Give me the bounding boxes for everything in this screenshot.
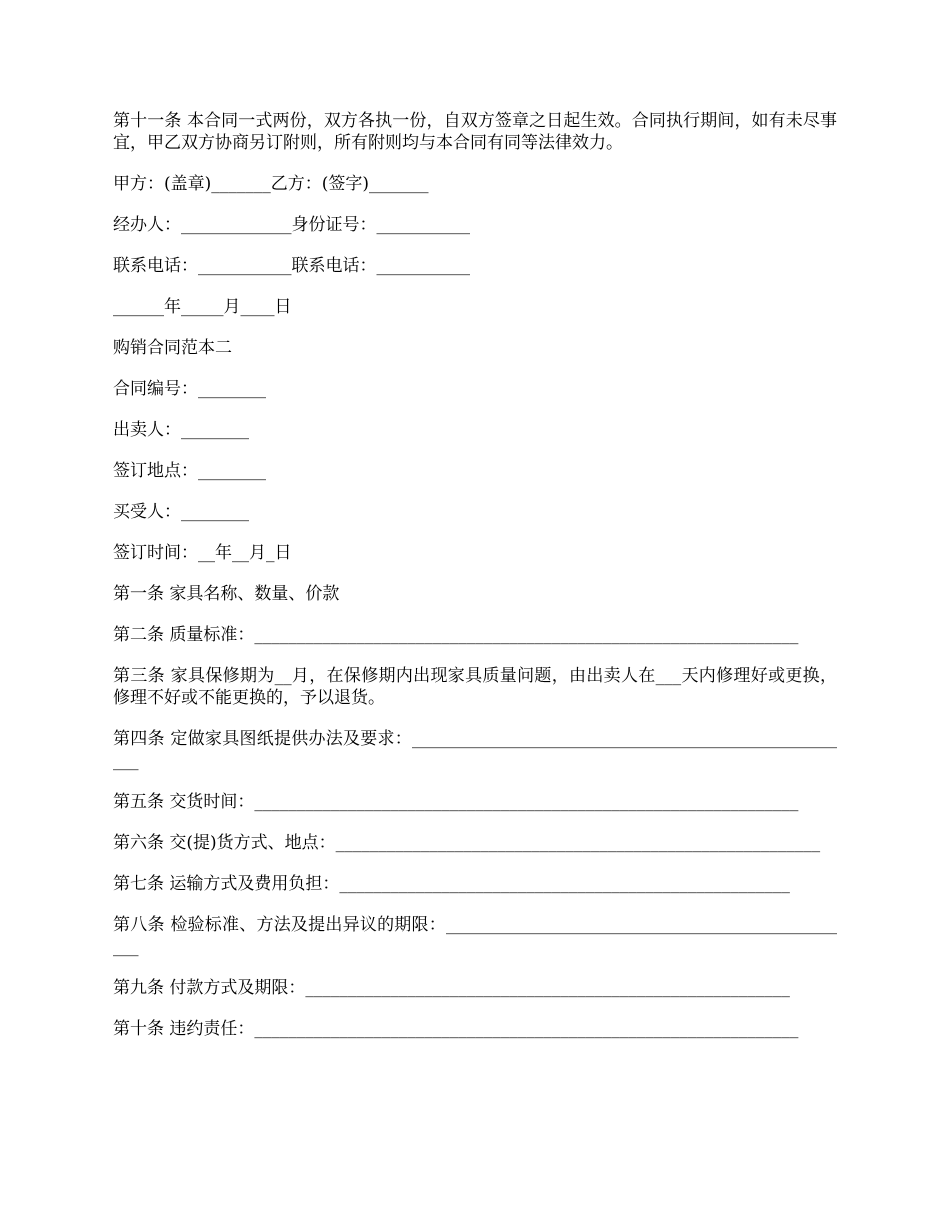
seller-line: 出卖人：________ <box>113 420 249 440</box>
clause-10-paragraph: 第十条 违约责任：________________________________________________________________ <box>113 1019 799 1039</box>
clause-7-paragraph: 第七条 运输方式及费用负担：_____________________________________________________ <box>113 874 790 894</box>
document-page <box>113 110 837 1059</box>
signing-place-line: 签订地点：________ <box>113 461 266 481</box>
clause-5-paragraph: 第五条 交货时间：________________________________________________________________ <box>113 792 799 812</box>
clause-3-paragraph: 第三条 家具保修期为__月，在保修期内出现家具质量问题，由出卖人在___天内修理好或更换，修理不好或不能更换的，予以退货。 <box>113 666 837 708</box>
signing-time-line: 签订时间：__年__月_日 <box>113 543 292 563</box>
contract-template-title: 购销合同范本二 <box>113 338 232 358</box>
clause-11-paragraph: 第十一条 本合同一式两份，双方各执一份，自双方签章之日起生效。合同执行期间，如有未尽事宜，甲乙双方协商另订附则，所有附则均与本合同有同等法律效力。 <box>113 111 837 153</box>
clause-2-paragraph: 第二条 质量标准：________________________________________________________________ <box>113 625 799 645</box>
party-signature-line: 甲方：(盖章)_______乙方：(签字)_______ <box>113 174 429 194</box>
handler-id-line: 经办人：_____________身份证号：___________ <box>113 215 470 235</box>
date-line: ______年_____月____日 <box>113 297 292 317</box>
contact-phone-line: 联系电话：___________联系电话：___________ <box>113 256 470 276</box>
clause-4-paragraph: 第四条 定做家具图纸提供办法及要求：_____________________________________________________ <box>113 729 837 771</box>
clause-8-paragraph: 第八条 检验标准、方法及提出异议的期限：_________________________________________________ <box>113 915 837 957</box>
clause-9-paragraph: 第九条 付款方式及期限：_________________________________________________________ <box>113 978 790 998</box>
contract-number-line: 合同编号：________ <box>113 379 266 399</box>
clause-1-paragraph: 第一条 家具名称、数量、价款 <box>113 584 340 604</box>
clause-6-paragraph: 第六条 交(提)货方式、地点：_________________________________________________________ <box>113 833 821 853</box>
buyer-line: 买受人：________ <box>113 502 249 522</box>
